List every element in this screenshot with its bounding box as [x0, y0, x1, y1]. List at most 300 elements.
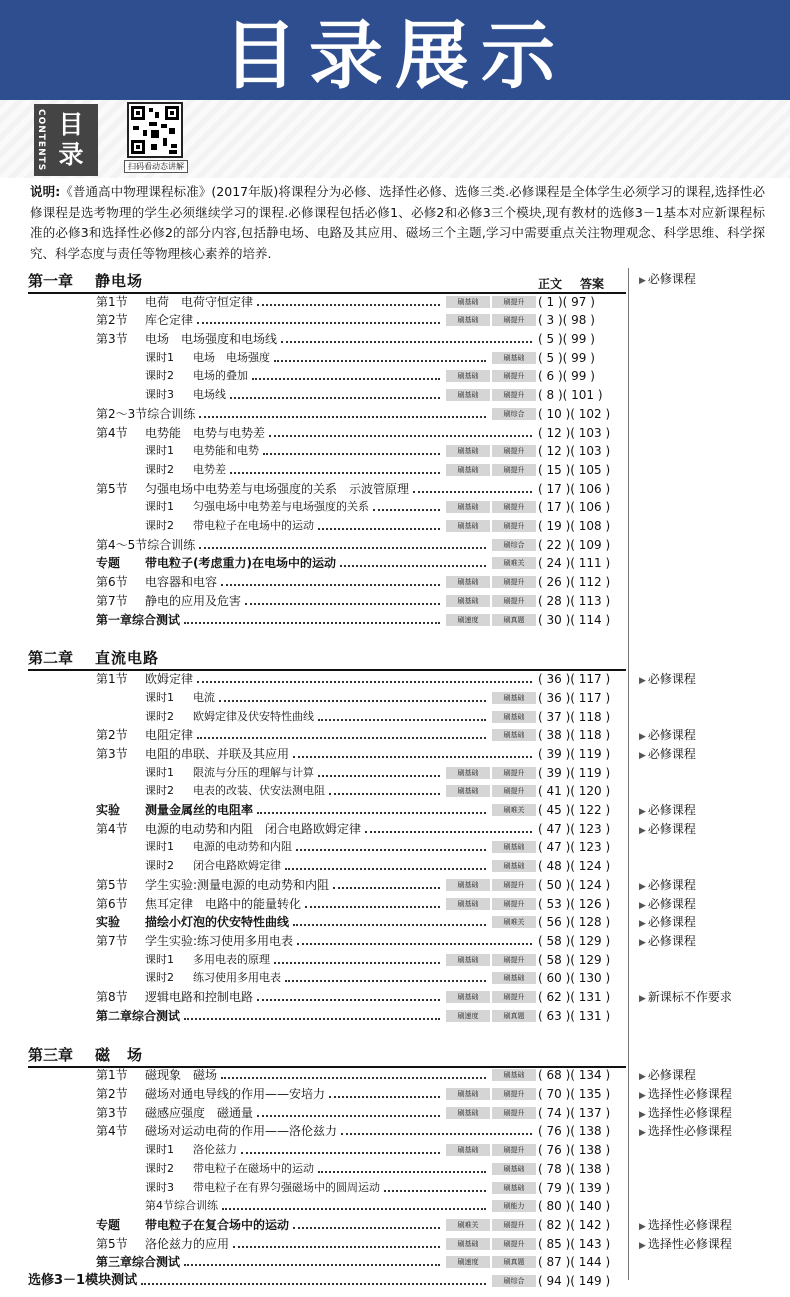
toc-row[interactable] [0, 1066, 790, 1084]
dot-leader [197, 681, 532, 683]
note-arrow-icon: ▶ [639, 994, 646, 1004]
lesson-label: 课时1 [145, 952, 174, 966]
practice-badge: 刷基础 [446, 767, 490, 779]
course-note-text: 必修课程 [647, 933, 696, 948]
toc-row[interactable] [0, 1179, 790, 1197]
practice-badge: 刷基础 [492, 692, 536, 704]
dot-leader [257, 304, 440, 306]
module-test-label: 选修3－1模块测试 [28, 1273, 138, 1288]
note-arrow-icon: ▶ [639, 676, 646, 687]
dot-leader [184, 1018, 440, 1020]
toc-row[interactable] [0, 1216, 790, 1234]
page-numbers: ( 74 )( 137 ) [538, 1105, 611, 1120]
practice-badge: 刷基础 [446, 296, 490, 308]
course-note [639, 670, 696, 690]
toc-row[interactable] [0, 592, 790, 610]
practice-badge: 刷提升 [492, 296, 536, 308]
toc-row[interactable] [0, 782, 790, 800]
note-arrow-icon: ▶ [639, 881, 646, 892]
toc-row[interactable] [0, 1122, 790, 1140]
dot-leader [219, 700, 486, 702]
section-title: 学生实验:测量电源的电动势和内阻 [145, 877, 330, 892]
lesson-label: 课时1 [145, 765, 174, 779]
toc-row[interactable] [0, 349, 790, 367]
page-numbers: ( 94 )( 149 ) [538, 1274, 611, 1288]
page-numbers: ( 56 )( 128 ) [538, 915, 611, 930]
page-numbers: ( 15 )( 105 ) [538, 462, 611, 477]
practice-badge: 刷提升 [492, 576, 536, 588]
practice-badge: 刷难关 [492, 557, 536, 569]
toc-row[interactable] [0, 951, 790, 969]
lesson-title: 带电粒子在电场中的运动 [193, 519, 314, 533]
course-note-text: 选择性必修课程 [647, 1087, 732, 1102]
toc-row[interactable] [0, 367, 790, 385]
practice-badge: 刷基础 [446, 1107, 490, 1119]
qr-code-icon [129, 104, 181, 156]
lesson-label: 课时2 [145, 709, 174, 723]
toc-row[interactable] [0, 1104, 790, 1122]
section-title: 焦耳定律 电路中的能量转化 [145, 896, 302, 911]
page-numbers: ( 28 )( 113 ) [538, 593, 611, 608]
lesson-title: 匀强电场中电势差与电场强度的关系 [193, 500, 369, 514]
course-note-text: 选择性必修课程 [647, 1105, 732, 1120]
page-numbers: ( 39 )( 119 ) [538, 765, 611, 780]
page-numbers: ( 60 )( 130 ) [538, 971, 611, 986]
course-note-text: 必修课程 [647, 896, 696, 911]
dot-leader [341, 1133, 532, 1135]
section-title: 磁感应强度 磁通量 [145, 1105, 254, 1120]
dot-leader [241, 1152, 440, 1154]
course-note [639, 1066, 696, 1086]
decorative-strip [0, 100, 790, 178]
course-note [639, 913, 696, 933]
section-label: 实验 [96, 915, 121, 930]
toc-row[interactable] [0, 311, 790, 329]
page-numbers: ( 78 )( 138 ) [538, 1161, 611, 1176]
page-numbers: ( 12 )( 103 ) [538, 425, 611, 440]
section-label: 第3节 [96, 1105, 128, 1120]
page-numbers: ( 58 )( 129 ) [538, 933, 611, 948]
course-note [639, 895, 696, 915]
contents-logo [34, 104, 98, 176]
section-title: 电阻的串联、并联及其应用 [145, 746, 290, 761]
course-note-text: 必修课程 [647, 672, 696, 687]
page-numbers: ( 82 )( 142 ) [538, 1217, 611, 1232]
section-label: 第2节 [96, 313, 128, 328]
toc-row[interactable] [0, 611, 790, 629]
practice-badge: 刷基础 [446, 898, 490, 910]
section-label: 第3节 [96, 332, 128, 347]
dot-leader [329, 793, 440, 795]
note-arrow-icon: ▶ [639, 732, 646, 743]
section-label: 第1节 [96, 294, 128, 309]
practice-badge: 刷基础 [446, 954, 490, 966]
practice-badge: 刷基础 [446, 1088, 490, 1100]
page-numbers: ( 76 )( 138 ) [538, 1143, 611, 1158]
practice-badge: 刷提升 [492, 767, 536, 779]
lesson-title: 闭合电路欧姆定律 [193, 859, 281, 873]
toc-row[interactable] [0, 745, 790, 763]
practice-badge: 刷基础 [446, 785, 490, 797]
lesson-title: 带电粒子在磁场中的运动 [193, 1161, 314, 1175]
practice-badge: 刷基础 [492, 860, 536, 872]
practice-badge: 刷真题 [492, 1010, 536, 1022]
toc-row[interactable] [0, 424, 790, 442]
lesson-label: 课时2 [145, 971, 174, 985]
section-label: 第6节 [96, 575, 128, 590]
course-note-text: 必修课程 [647, 821, 696, 836]
practice-badge: 刷基础 [446, 1238, 490, 1250]
lesson-title: 电势能和电势 [193, 444, 259, 458]
chapter-name: 磁 场 [95, 1045, 144, 1064]
practice-badge: 刷速度 [446, 1256, 490, 1268]
section-title: 洛伦兹力的应用 [145, 1236, 230, 1251]
course-note [639, 1122, 732, 1142]
practice-badge: 刷基础 [446, 595, 490, 607]
course-note-text: 必修课程 [647, 877, 696, 892]
section-title: 电场 电场强度和电场线 [145, 332, 278, 347]
practice-badge: 刷基础 [446, 576, 490, 588]
toc-row[interactable] [0, 1197, 790, 1215]
note-arrow-icon: ▶ [639, 919, 646, 930]
note-arrow-icon: ▶ [639, 900, 646, 911]
section-label: 第1节 [96, 672, 128, 687]
practice-badge: 刷提升 [492, 389, 536, 401]
practice-badge: 刷速度 [446, 614, 490, 626]
note-arrow-icon: ▶ [639, 276, 646, 286]
toc-row[interactable] [0, 764, 790, 782]
practice-badge: 刷基础 [492, 841, 536, 853]
section-label: 第1节 [96, 1068, 128, 1083]
course-note-text: 必修课程 [647, 746, 696, 761]
page-numbers: ( 58 )( 129 ) [538, 952, 611, 967]
practice-badge: 刷基础 [446, 370, 490, 382]
toc-row[interactable] [0, 876, 790, 894]
toc-row[interactable] [0, 932, 790, 950]
section-title: 静电的应用及危害 [145, 593, 242, 608]
course-note-text: 必修课程 [647, 272, 696, 286]
lesson-label: 课时3 [145, 388, 174, 402]
toc-row[interactable] [0, 820, 790, 838]
dot-leader [293, 924, 486, 926]
toc-row[interactable] [0, 386, 790, 404]
dot-leader [245, 603, 440, 605]
toc-row[interactable] [0, 480, 790, 498]
course-note-text: 必修课程 [647, 1068, 696, 1083]
page-numbers: ( 36 )( 117 ) [538, 672, 611, 687]
chapter-title [28, 272, 143, 290]
qr-caption: 扫码看动态讲解 [124, 160, 188, 173]
lesson-title: 电表的改装、伏安法测电阻 [193, 784, 325, 798]
dot-leader [285, 980, 486, 982]
toc-row[interactable] [0, 689, 790, 707]
lesson-title: 练习使用多用电表 [193, 971, 281, 985]
dot-leader [257, 999, 440, 1001]
logo-text: 目录 [58, 110, 84, 169]
course-note [639, 726, 696, 746]
practice-badge: 刷综合 [492, 539, 536, 551]
page-numbers: ( 45 )( 122 ) [538, 803, 611, 818]
section-title: 欧姆定律 [145, 672, 194, 687]
toc-row[interactable] [0, 708, 790, 726]
section-label: 第7节 [96, 593, 128, 608]
section-label: 第5节 [96, 877, 128, 892]
page-numbers: ( 38 )( 118 ) [538, 728, 611, 743]
section-title: 电源的电动势和内阻 闭合电路欧姆定律 [145, 821, 362, 836]
chapter-label: 第二章 [28, 649, 74, 668]
dot-leader [184, 622, 440, 624]
toc-row[interactable] [0, 988, 790, 1006]
page-numbers: ( 76 )( 138 ) [538, 1124, 611, 1139]
note-arrow-icon: ▶ [639, 1221, 646, 1232]
qr-code[interactable] [127, 102, 183, 158]
practice-badge: 刷提升 [492, 464, 536, 476]
practice-badge: 刷基础 [446, 464, 490, 476]
practice-badge: 刷提升 [492, 520, 536, 532]
lesson-title: 带电粒子在有界匀强磁场中的圆周运动 [193, 1180, 380, 1194]
page-numbers: ( 6 )( 99 ) [538, 369, 595, 384]
course-note [639, 820, 696, 840]
dot-leader [373, 509, 440, 511]
lesson-title: 洛伦兹力 [193, 1143, 237, 1157]
toc-row[interactable] [0, 857, 790, 875]
practice-badge: 刷提升 [492, 785, 536, 797]
practice-badge: 刷基础 [446, 314, 490, 326]
section-label: 第6节 [96, 896, 128, 911]
practice-badge: 刷基础 [492, 1069, 536, 1081]
toc-row[interactable] [0, 1007, 790, 1025]
practice-badge: 刷基础 [446, 389, 490, 401]
toc-row[interactable] [0, 726, 790, 744]
toc-row[interactable] [0, 1141, 790, 1159]
dot-leader [293, 1227, 440, 1229]
section-label: 实验 [96, 803, 121, 818]
section-label: 第8节 [96, 990, 128, 1004]
course-note [639, 801, 696, 821]
dot-leader [263, 453, 440, 455]
section-title: 测量金属丝的电阻率 [145, 803, 254, 818]
chapter-title [28, 649, 159, 667]
section-title: 电阻定律 [145, 728, 194, 743]
page-numbers: ( 17 )( 106 ) [538, 500, 611, 515]
dot-leader [274, 360, 486, 362]
toc-row[interactable] [0, 1235, 790, 1253]
logo-sub-text: CONTENTS [36, 108, 46, 172]
page-numbers: ( 39 )( 119 ) [538, 746, 611, 761]
practice-badge: 刷提升 [492, 1088, 536, 1100]
lesson-label: 课时1 [145, 840, 174, 854]
chapter-title [28, 1046, 143, 1064]
section-title: 库仑定律 [145, 313, 194, 328]
page-numbers: ( 36 )( 117 ) [538, 690, 611, 705]
course-note-text: 选择性必修课程 [647, 1217, 732, 1232]
dot-leader [333, 887, 440, 889]
note-arrow-icon: ▶ [639, 825, 646, 836]
toc-row[interactable] [0, 573, 790, 591]
section-title: 电势能 电势与电势差 [145, 425, 266, 440]
lesson-title: 电流 [193, 690, 215, 704]
dot-leader [305, 906, 440, 908]
section-title: 磁场对运动电荷的作用——洛伦兹力 [145, 1124, 338, 1139]
lesson-label: 课时2 [145, 369, 174, 383]
dot-leader [285, 868, 486, 870]
course-note [639, 1104, 732, 1124]
lesson-label: 课时1 [145, 690, 174, 704]
column-header-answer: 答案 [580, 277, 605, 291]
page-numbers: ( 47 )( 123 ) [538, 821, 611, 836]
lesson-label: 课时1 [145, 444, 174, 458]
practice-badge: 刷提升 [492, 370, 536, 382]
practice-badge: 刷基础 [492, 729, 536, 741]
section-title: 带电粒子在复合场中的运动 [145, 1217, 290, 1232]
lesson-title: 电场的叠加 [193, 369, 248, 383]
practice-badge: 刷提升 [492, 501, 536, 513]
course-note [639, 876, 696, 896]
lesson-label: 课时2 [145, 784, 174, 798]
practice-badge: 刷基础 [492, 1163, 536, 1175]
practice-badge: 刷基础 [492, 972, 536, 984]
toc-row[interactable] [0, 969, 790, 987]
page-numbers: ( 26 )( 112 ) [538, 575, 611, 590]
practice-badge: 刷提升 [492, 314, 536, 326]
lesson-title: 电场 电场强度 [193, 350, 270, 364]
page-numbers: ( 24 )( 111 ) [538, 556, 611, 571]
dot-leader [297, 943, 532, 945]
dot-leader [293, 756, 532, 758]
note-arrow-icon: ▶ [639, 1128, 646, 1139]
dot-leader [257, 1115, 440, 1117]
practice-badge: 刷真题 [492, 1256, 536, 1268]
lesson-label: 课时2 [145, 1161, 174, 1175]
dot-leader [230, 472, 440, 474]
page-numbers: ( 12 )( 103 ) [538, 444, 611, 459]
section-label: 第7节 [96, 933, 128, 948]
toc-row[interactable] [0, 461, 790, 479]
page-numbers: ( 30 )( 114 ) [538, 612, 611, 627]
chapter-label: 第三章 [28, 1045, 74, 1064]
page-numbers: ( 70 )( 135 ) [538, 1087, 611, 1102]
page-numbers: ( 50 )( 124 ) [538, 877, 611, 892]
course-note [639, 988, 732, 1008]
note-arrow-icon: ▶ [639, 1109, 646, 1120]
toc-row[interactable] [0, 330, 790, 348]
chapter-test-label: 第三章综合测试 [96, 1255, 181, 1270]
section-label: 专题 [96, 1217, 121, 1232]
course-note [639, 1216, 732, 1236]
page-numbers: ( 48 )( 124 ) [538, 859, 611, 874]
chapter-heading [0, 1045, 790, 1066]
course-note [639, 1085, 732, 1105]
lesson-title: 多用电表的原理 [193, 952, 270, 966]
practice-badge: 刷基础 [446, 445, 490, 457]
toc-row[interactable] [0, 498, 790, 516]
section-label: 第3节 [96, 746, 128, 761]
section-label: 第2节 [96, 728, 128, 743]
dot-leader [230, 397, 440, 399]
toc-row[interactable] [0, 293, 790, 311]
toc-row[interactable] [0, 517, 790, 535]
section-label: 第4节 [96, 1124, 128, 1139]
course-note-text: 必修课程 [647, 803, 696, 818]
practice-badge: 刷基础 [446, 520, 490, 532]
page-numbers: ( 1 )( 97 ) [538, 294, 595, 309]
toc-row[interactable] [0, 838, 790, 856]
dot-leader [199, 416, 486, 418]
practice-badge: 刷提升 [492, 445, 536, 457]
toc-row[interactable] [0, 554, 790, 572]
toc-row[interactable] [0, 801, 790, 819]
note-arrow-icon: ▶ [639, 937, 646, 948]
page-numbers: ( 37 )( 118 ) [538, 709, 611, 724]
dot-leader [257, 812, 486, 814]
practice-badge: 刷基础 [492, 711, 536, 723]
toc-row[interactable] [0, 670, 790, 688]
lesson-label: 课时2 [145, 462, 174, 476]
toc-row[interactable] [0, 405, 790, 423]
dot-leader [329, 1096, 440, 1098]
toc-row[interactable] [0, 1085, 790, 1103]
toc-row[interactable] [0, 442, 790, 460]
section-label: 第4节 [96, 425, 128, 440]
practice-badge: 刷基础 [446, 991, 490, 1003]
course-note [639, 1235, 732, 1255]
section-review-label: 第4节综合训练 [145, 1199, 218, 1213]
lesson-title: 欧姆定律及伏安特性曲线 [193, 709, 314, 723]
practice-badge: 刷难关 [446, 1219, 490, 1231]
section-label: 第2节 [96, 1087, 128, 1102]
course-note-text: 必修课程 [647, 915, 696, 930]
dot-leader [197, 322, 440, 324]
chapter-test-label: 第一章综合测试 [96, 612, 181, 627]
lesson-title: 电场线 [193, 388, 226, 402]
practice-badge: 刷提升 [492, 1219, 536, 1231]
dot-leader [222, 1208, 486, 1210]
section-label: 第2～3节综合训练 [96, 406, 196, 421]
section-title: 带电粒子(考虑重力)在电场中的运动 [145, 556, 336, 571]
section-label: 专题 [96, 556, 121, 571]
practice-badge: 刷提升 [492, 954, 536, 966]
practice-badge: 刷提升 [492, 991, 536, 1003]
toc-row[interactable] [0, 913, 790, 931]
toc-row[interactable] [0, 1253, 790, 1271]
dot-leader [384, 1190, 486, 1192]
page-numbers: ( 63 )( 131 ) [538, 1008, 611, 1023]
section-title: 描绘小灯泡的伏安特性曲线 [145, 915, 290, 930]
practice-badge: 刷真题 [492, 614, 536, 626]
page-numbers: ( 53 )( 126 ) [538, 896, 611, 911]
dot-leader [184, 1264, 440, 1266]
practice-badge: 刷提升 [492, 1144, 536, 1156]
toc-row[interactable] [0, 1160, 790, 1178]
course-note [639, 932, 696, 952]
practice-badge: 刷速度 [446, 1010, 490, 1022]
section-title: 逻辑电路和控制电路 [145, 990, 254, 1004]
page-title: 目录展示 [223, 13, 567, 99]
lesson-title: 电源的电动势和内阻 [193, 840, 292, 854]
practice-badge: 刷难关 [492, 804, 536, 816]
section-title: 磁场对通电导线的作用——安培力 [145, 1087, 326, 1102]
practice-badge: 刷能力 [492, 1200, 536, 1212]
practice-badge: 刷提升 [492, 1107, 536, 1119]
page-numbers: ( 19 )( 108 ) [538, 519, 611, 534]
toc-row[interactable] [0, 536, 790, 554]
toc-row[interactable] [0, 895, 790, 913]
section-label: 第4节 [96, 821, 128, 836]
toc-row[interactable] [0, 1272, 790, 1290]
column-header-main: 正文 [538, 277, 563, 291]
lesson-title: 限流与分压的理解与计算 [193, 765, 314, 779]
dot-leader [199, 547, 486, 549]
